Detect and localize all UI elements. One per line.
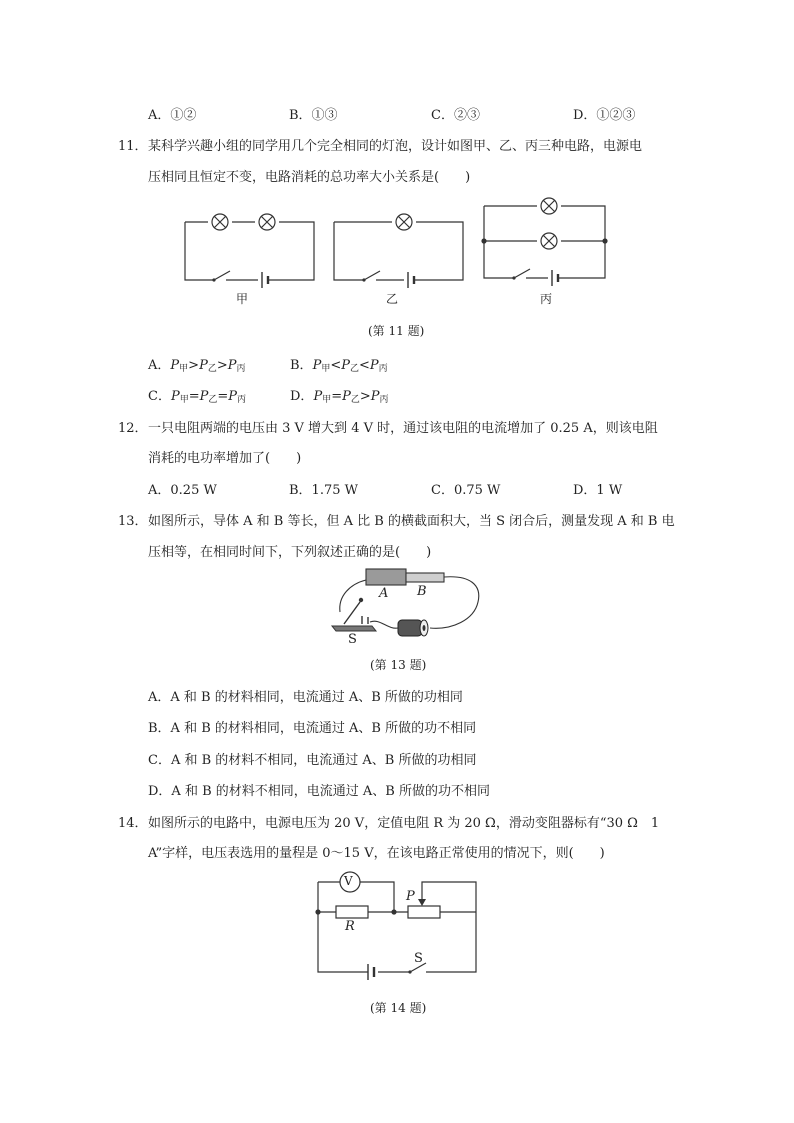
q11-label-yi: 乙	[386, 292, 399, 306]
q11-stem-line1: 某科学兴趣小组的同学用几个完全相同的灯泡，设计如图甲、乙、丙三种电路，电源电	[148, 139, 643, 154]
q14-stem-line1: 如图所示的电路中，电源电压为 20 V，定值电阻 R 为 20 Ω，滑动变阻器标有“30 Ω 1	[148, 816, 660, 831]
q11-option-b: B．$P_甲<P_乙<P_丙$	[290, 358, 388, 374]
q11-caption: (第 11 题)	[368, 324, 425, 338]
q12-stem-line1: 一只电阻两端的电压由 3 V 增大到 4 V 时，通过该电阻的电流增加了 0.25 A，则该电阻	[148, 421, 658, 436]
q13-label-s: S	[348, 632, 357, 647]
q11-option-a: A．$P_甲>P_乙>P_丙$	[148, 358, 246, 374]
q13-option-b: B．A 和 B 的材料相同，电流通过 A、B 所做的功不相同	[148, 721, 477, 736]
q14-label-p: P	[406, 889, 415, 904]
q13-label-b: B	[417, 584, 427, 599]
q13-option-c: C．A 和 B 的材料不相同，电流通过 A、B 所做的功相同	[148, 753, 477, 768]
q10-option-c: C．②③	[431, 108, 480, 123]
q13-label-a: A	[379, 586, 389, 601]
q10-option-d: D．①②③	[573, 108, 636, 123]
q11-label-jia: 甲	[236, 292, 249, 306]
q11-option-c: C．$P_甲=P_乙=P_丙$	[148, 389, 247, 405]
q13-stem-line2: 压相等，在相同时间下，下列叙述正确的是( )	[148, 545, 432, 560]
q12-option-a: A．0.25 W	[148, 483, 217, 498]
q14-label-r: R	[345, 919, 355, 934]
q14-caption: (第 14 题)	[370, 1001, 427, 1015]
q13-number: 13．	[118, 514, 148, 529]
q14-number: 14．	[118, 816, 148, 831]
q14-label-s: S	[414, 951, 423, 966]
q14-voltmeter-label: V	[344, 874, 353, 888]
q12-option-b: B．1.75 W	[289, 483, 358, 498]
q11-number: 11．	[118, 139, 148, 154]
q13-option-d: D．A 和 B 的材料不相同，电流通过 A、B 所做的功不相同	[148, 784, 490, 799]
q12-stem-line2: 消耗的电功率增加了( )	[148, 451, 302, 466]
q10-option-b: B．①③	[289, 108, 338, 123]
q11-label-bing: 丙	[540, 292, 553, 306]
q13-stem-line1: 如图所示，导体 A 和 B 等长，但 A 比 B 的横截面积大，当 S 闭合后，测量发现 A 和 B 电	[148, 514, 675, 529]
q13-option-a: A．A 和 B 的材料相同，电流通过 A、B 所做的功相同	[148, 690, 463, 705]
q12-option-c: C．0.75 W	[431, 483, 501, 498]
q10-option-a: A．①②	[148, 108, 197, 123]
q14-stem-line2: A”字样，电压表选用的量程是 0～15 V，在该电路正常使用的情况下，则( )	[148, 846, 605, 861]
q13-caption: (第 13 题)	[370, 658, 427, 672]
q11-stem-line2: 压相同且恒定不变，电路消耗的总功率大小关系是( )	[148, 170, 471, 185]
q12-number: 12．	[118, 421, 148, 436]
q12-option-d: D．1 W	[573, 483, 623, 498]
q11-option-d: D．$P_甲=P_乙>P_丙$	[290, 389, 389, 405]
